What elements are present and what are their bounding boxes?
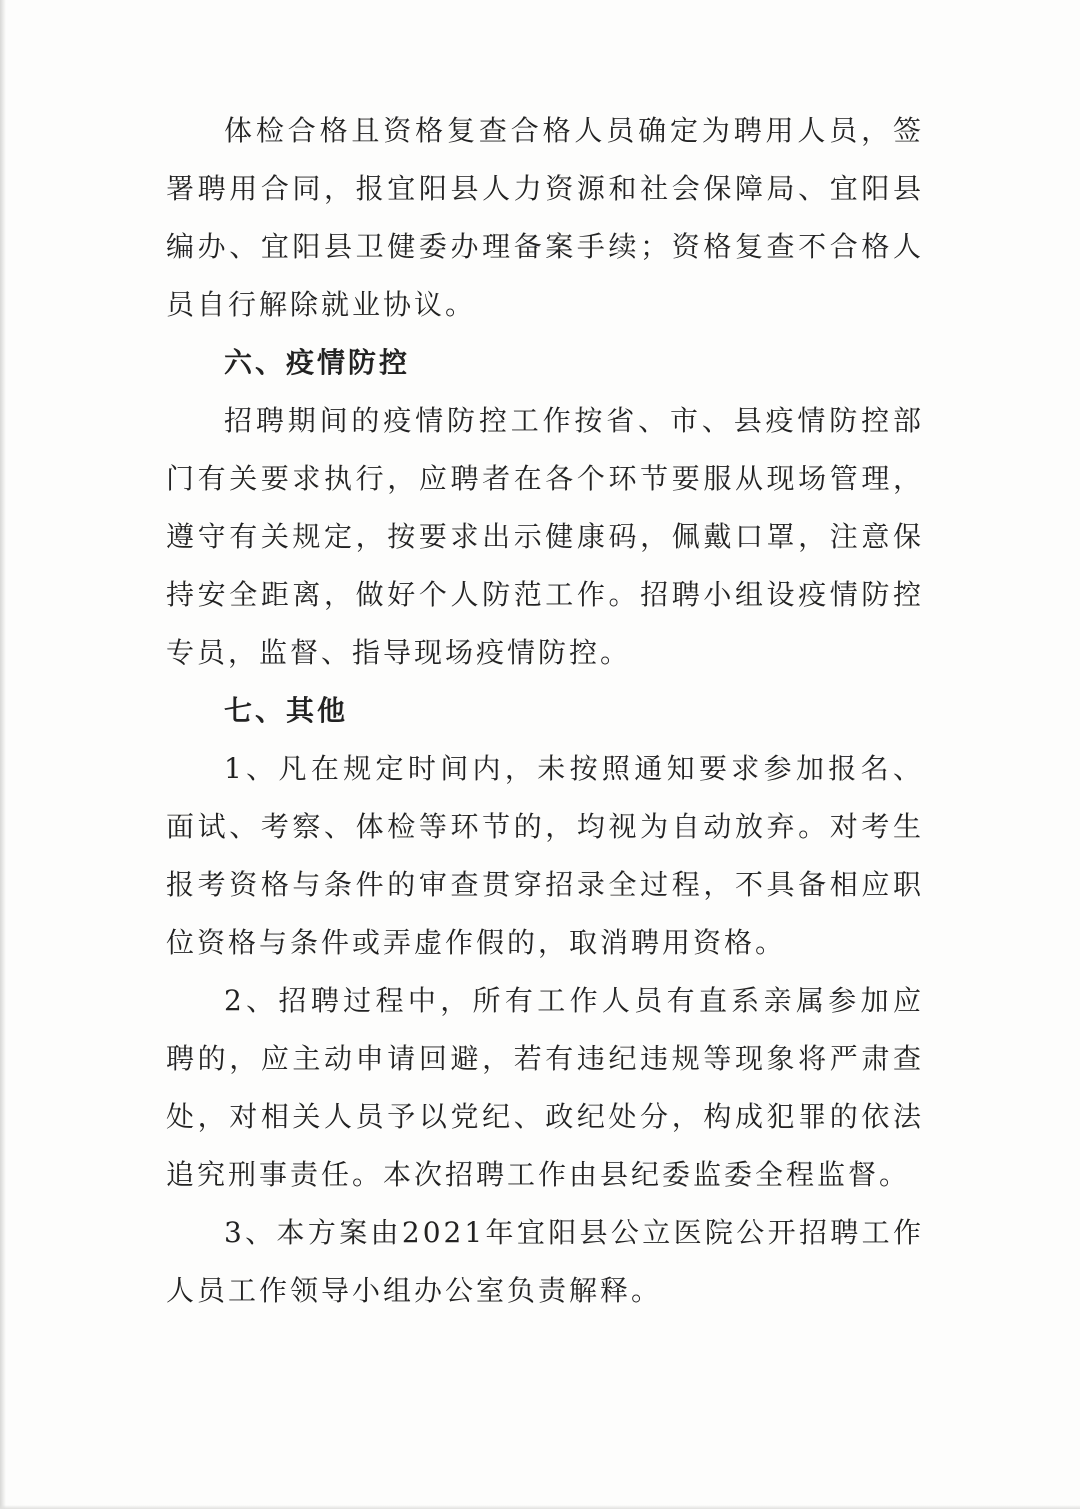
other-item-3: 3、本方案由2021年宜阳县公立医院公开招聘工作人员工作领导小组办公室负责解释。: [166, 1216, 924, 1307]
other-item-1: 1、凡在规定时间内，未按照通知要求参加报名、面试、考察、体检等环节的，均视为自动放弃。对考生报考资格与条件的审查贯穿招录全过程，不具备相应职位资格与条件或弄虚作假的，取消聘用资格。: [166, 752, 924, 959]
other-item-2: 2、招聘过程中，所有工作人员有直系亲属参加应聘的，应主动申请回避，若有违纪违规等现象将严肃查处，对相关人员予以党纪、政纪处分，构成犯罪的依法追究刑事责任。本次招聘工作由县纪委监委全程监督。: [166, 984, 924, 1191]
section-heading-epidemic-control: 六、疫情防控: [224, 346, 411, 379]
section-heading-other: 七、其他: [224, 694, 349, 727]
scan-bottom-edge: [0, 1505, 1080, 1509]
paragraph-employment-confirmation: 体检合格且资格复查合格人员确定为聘用人员，签署聘用合同，报宜阳县人力资源和社会保障局、宜阳县编办、宜阳县卫健委办理备案手续；资格复查不合格人员自行解除就业协议。: [166, 114, 924, 321]
paragraph-epidemic-control: 招聘期间的疫情防控工作按省、市、县疫情防控部门有关要求执行，应聘者在各个环节要服从现场管理，遵守有关规定，按要求出示健康码，佩戴口罩，注意保持安全距离，做好个人防范工作。招聘小组设疫情防控专员，监督、指导现场疫情防控。: [166, 404, 924, 669]
scan-edge-shadow: [0, 0, 6, 1509]
